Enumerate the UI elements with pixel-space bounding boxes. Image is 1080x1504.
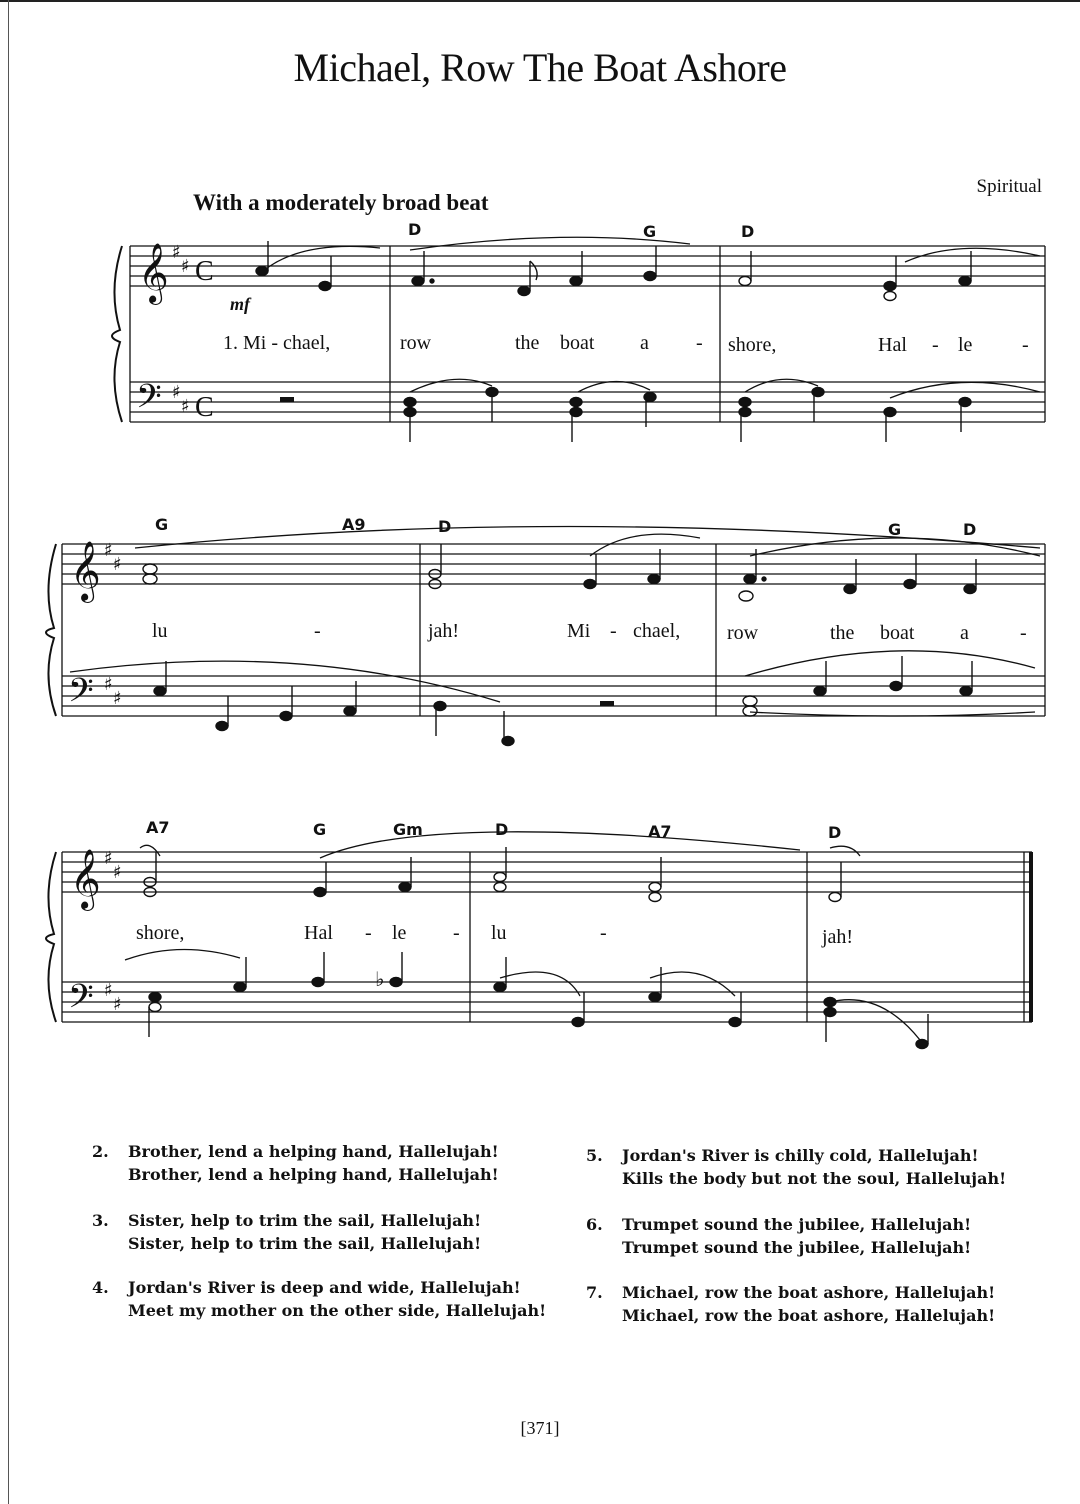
lyric-syllable: - <box>314 620 321 642</box>
lyric-syllable: a <box>640 332 649 354</box>
lyric-syllable: shore, <box>136 922 185 944</box>
lyric-syllable: - <box>932 334 939 356</box>
common-time-icon: C <box>195 392 214 423</box>
chord-symbol: G <box>643 222 657 241</box>
treble-clef-icon: 𝄞 <box>70 541 101 601</box>
svg-text:♯: ♯ <box>104 540 113 561</box>
sharp-icon: ♯ <box>172 242 181 263</box>
system2-treble-staff <box>62 544 1045 584</box>
chord-symbol: G <box>888 520 902 539</box>
sharp-icon: ♯ <box>172 382 181 403</box>
chord-symbol: G <box>155 515 169 534</box>
lyric-syllable: - <box>1020 622 1027 644</box>
lyric-syllable: the <box>515 332 540 354</box>
sharp-icon: ♯ <box>181 396 190 417</box>
tempo-marking: With a moderately broad beat <box>193 190 489 215</box>
system3-bass-staff <box>62 982 1032 1022</box>
chord-symbol: D <box>438 517 452 536</box>
lyric-syllable: - <box>1022 334 1029 356</box>
lyric-syllable: le <box>392 922 407 944</box>
svg-text:♯: ♯ <box>113 688 122 709</box>
sharp-icon: ♯ <box>181 256 190 277</box>
verse-line: Sister, help to trim the sail, Hallelujah! <box>128 1234 482 1253</box>
verse-line: Jordan's River is deep and wide, Hallelujah! <box>128 1278 521 1297</box>
chord-symbol: A7 <box>146 818 170 837</box>
chord-symbol: D <box>495 820 509 839</box>
lyric-syllable: chael, <box>633 620 681 642</box>
lyric-syllable: - <box>453 922 460 944</box>
chord-symbol: D <box>741 222 755 241</box>
lyric-syllable: Mi <box>567 620 591 642</box>
lyric-syllable: - <box>600 922 607 944</box>
verse-line: Meet my mother on the other side, Hallelujah! <box>128 1301 547 1320</box>
lyric-syllable: jah! <box>822 926 854 948</box>
lyric-syllable: boat <box>880 622 915 644</box>
chord-symbol: D <box>408 220 422 239</box>
lyric-syllable: - <box>610 620 617 642</box>
chord-symbol: A9 <box>342 515 366 534</box>
chord-symbol: D <box>828 823 842 842</box>
verse-line: Michael, row the boat ashore, Hallelujah! <box>622 1283 996 1302</box>
svg-text:♯: ♯ <box>113 862 122 883</box>
chord-symbol: Gm <box>393 820 423 839</box>
svg-text:♯: ♯ <box>104 674 113 695</box>
flat-icon: ♭ <box>375 967 385 991</box>
bass-clef-icon: 𝄢 <box>136 378 162 424</box>
svg-text:♯: ♯ <box>104 848 113 869</box>
verse-line: Jordan's River is chilly cold, Hallelujah! <box>622 1146 979 1165</box>
lyric-syllable: Hal <box>878 334 907 356</box>
chord-symbol: D <box>963 520 977 539</box>
lyric-syllable: 1. Mi - chael, <box>223 332 331 354</box>
chord-symbol: G <box>313 820 327 839</box>
bass-clef-icon: 𝄢 <box>68 978 94 1024</box>
lyric-syllable: the <box>830 622 855 644</box>
treble-clef-icon: 𝄞 <box>138 243 169 303</box>
verse-number: 4. <box>92 1278 109 1297</box>
verse-line: Brother, lend a helping hand, Hallelujah! <box>128 1165 499 1184</box>
svg-text:♯: ♯ <box>113 554 122 575</box>
lyric-syllable: shore, <box>728 334 777 356</box>
verse-number: 2. <box>92 1142 109 1161</box>
dynamic-marking: mf <box>230 294 250 314</box>
song-title: Michael, Row The Boat Ashore <box>293 45 787 90</box>
lyric-syllable: le <box>958 334 973 356</box>
lyric-syllable: - <box>365 922 372 944</box>
verse-line: Trumpet sound the jubilee, Hallelujah! <box>622 1215 972 1234</box>
chord-symbol: A7 <box>648 822 672 841</box>
svg-text:♯: ♯ <box>104 980 113 1001</box>
system3-treble-staff <box>62 852 1032 892</box>
lyric-syllable: Hal <box>304 922 333 944</box>
lyric-syllable: row <box>727 622 759 644</box>
system1-treble-staff <box>130 246 1045 286</box>
lyric-syllable: boat <box>560 332 595 354</box>
lyric-syllable: row <box>400 332 432 354</box>
treble-clef-icon: 𝄞 <box>70 849 101 909</box>
page-number: [371] <box>520 1418 560 1438</box>
verse-line: Brother, lend a helping hand, Hallelujah! <box>128 1142 499 1161</box>
verse-number: 3. <box>92 1211 109 1230</box>
verse-line: Kills the body but not the soul, Hallelujah! <box>622 1169 1007 1188</box>
lyric-syllable: jah! <box>428 620 460 642</box>
common-time-icon: C <box>195 256 214 287</box>
bass-clef-icon: 𝄢 <box>68 672 94 718</box>
verse-number: 7. <box>586 1283 603 1302</box>
lyric-syllable: lu <box>491 922 507 944</box>
verse-line: Michael, row the boat ashore, Hallelujah! <box>622 1306 996 1325</box>
verse-line: Trumpet sound the jubilee, Hallelujah! <box>622 1238 972 1257</box>
verse-number: 6. <box>586 1215 603 1234</box>
lyric-syllable: - <box>696 332 703 354</box>
verse-line: Sister, help to trim the sail, Hallelujah! <box>128 1211 482 1230</box>
verse-number: 5. <box>586 1146 603 1165</box>
lyric-syllable: lu <box>152 620 168 642</box>
lyric-syllable: a <box>960 622 969 644</box>
attribution: Spiritual <box>976 176 1042 197</box>
svg-text:♯: ♯ <box>113 994 122 1015</box>
